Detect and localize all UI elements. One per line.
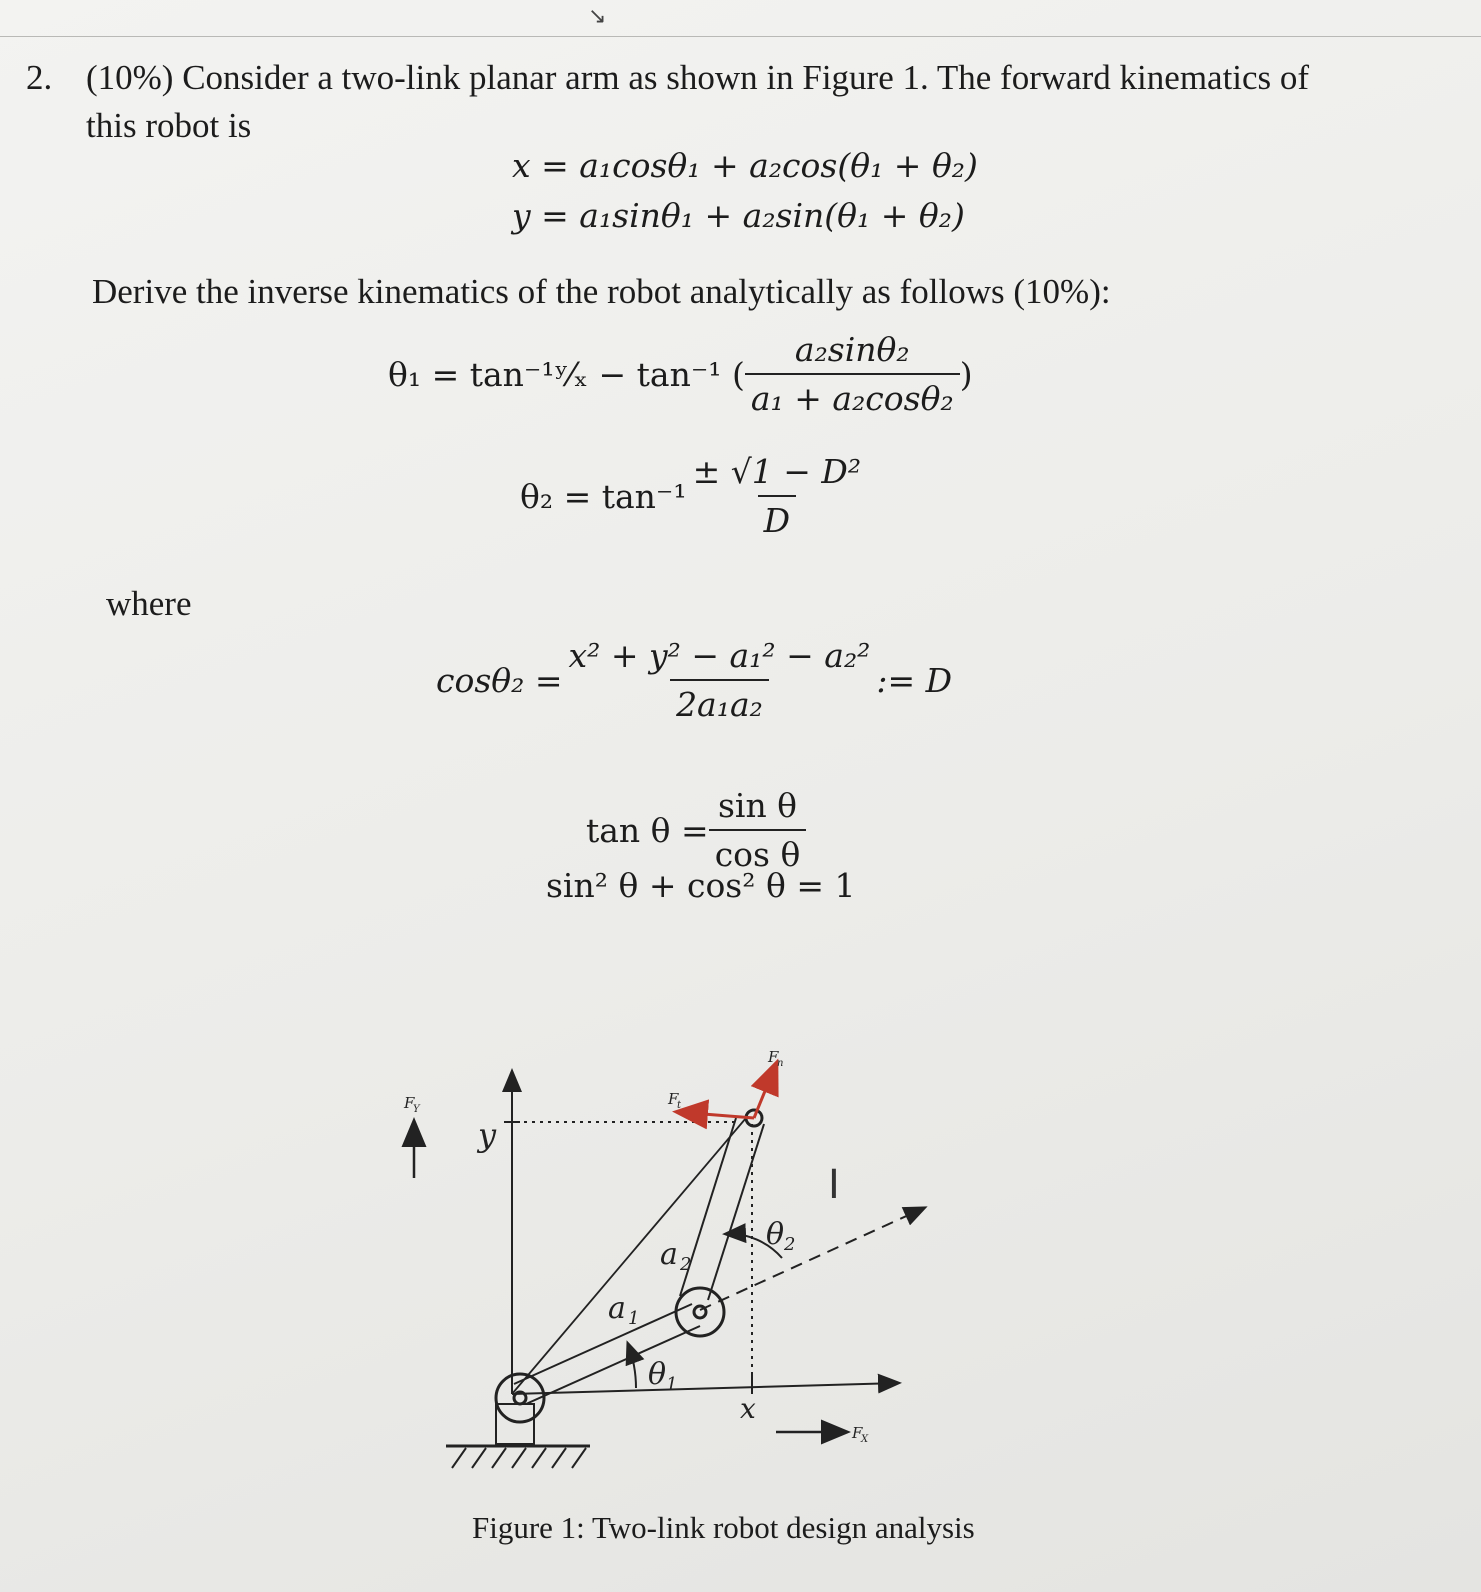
where-label: where [106, 584, 192, 623]
force-normal-arrow [754, 1064, 776, 1118]
cos-lhs: cosθ₂ = [436, 660, 563, 700]
svg-text:1: 1 [628, 1308, 640, 1329]
force-x-label [851, 1424, 869, 1445]
svg-text:F: F [404, 1094, 415, 1112]
svg-text:X: X [861, 1434, 869, 1445]
y-axis-label: y [478, 1116, 497, 1154]
cos-numerator: x² + y² − a₁² − a₂² [568, 636, 871, 675]
svg-text:t: t [677, 1100, 682, 1111]
problem-number: 2. [26, 58, 53, 97]
svg-text:n: n [777, 1058, 784, 1069]
problem-intro-line1: (10%) Consider a two-link planar arm as shown in Figure 1. The forward kinematics of [86, 58, 1310, 97]
svg-text:F: F [768, 1048, 779, 1066]
svg-text:a: a [660, 1237, 678, 1272]
svg-text:F: F [668, 1090, 679, 1108]
elbow-joint-outer [676, 1288, 724, 1336]
theta1-numerator: a₂sinθ₂ [794, 330, 910, 369]
link1-extension-dashed [700, 1208, 924, 1310]
theta1-arc [628, 1344, 636, 1388]
elbow-joint-pin [694, 1306, 706, 1318]
problem-intro-line2: this robot is [86, 106, 252, 145]
svg-text:2: 2 [680, 1254, 692, 1275]
theta2-label [766, 1217, 795, 1255]
text-cursor-icon: I [828, 1162, 840, 1208]
a1-label [608, 1291, 639, 1329]
derive-instruction: Derive the inverse kinematics of the robot analytically as follows (10%): [92, 272, 1111, 311]
tan-numerator: sin θ [717, 786, 798, 825]
svg-text:1: 1 [666, 1374, 678, 1395]
equation-fk-y: y = a₁sinθ₁ + a₂sin(θ₁ + θ₂) [512, 196, 965, 235]
theta2-numerator: ± √1 − D² [692, 452, 862, 491]
theta1-close: ) [959, 354, 973, 394]
svg-text:a: a [608, 1291, 626, 1326]
robot-base [496, 1404, 534, 1444]
svg-text:2: 2 [784, 1234, 796, 1255]
theta1-denominator: a₁ + a₂cosθ₂ [745, 373, 960, 418]
figure-caption: Figure 1: Two-link robot design analysis [472, 1510, 975, 1545]
equation-fk-x: x = a₁cosθ₁ + a₂cos(θ₁ + θ₂) [512, 146, 978, 185]
force-normal-label [767, 1048, 783, 1069]
theta2-denominator: D [758, 495, 796, 540]
theta1-lhs: θ₁ = tan⁻¹ʸ⁄ₓ − tan⁻¹ ( [388, 354, 745, 394]
cos-denominator: 2a₁a₂ [670, 679, 769, 724]
svg-text:F: F [852, 1424, 863, 1442]
theta2-lhs: θ₂ = tan⁻¹ [520, 476, 687, 516]
force-y-label [403, 1094, 421, 1115]
force-tangent-label [667, 1090, 682, 1111]
svg-text:Y: Y [413, 1104, 420, 1115]
resize-arrow-icon: ↘ [588, 4, 607, 29]
a2-label [660, 1237, 691, 1275]
force-tangent-arrow [678, 1112, 754, 1118]
theta1-label [648, 1357, 677, 1395]
link2-edge-right [708, 1124, 764, 1300]
equation-pythagorean-identity: sin² θ + cos² θ = 1 [546, 866, 856, 905]
tan-lhs: tan θ = [586, 810, 709, 850]
reach-line [512, 1118, 746, 1394]
svg-text:θ: θ [648, 1357, 667, 1392]
x-axis-label: x [740, 1392, 756, 1425]
ground-hatch [452, 1448, 586, 1468]
tan-denominator: cos θ [709, 829, 807, 874]
cos-rhs: := D [876, 660, 953, 700]
svg-text:θ: θ [766, 1217, 785, 1252]
